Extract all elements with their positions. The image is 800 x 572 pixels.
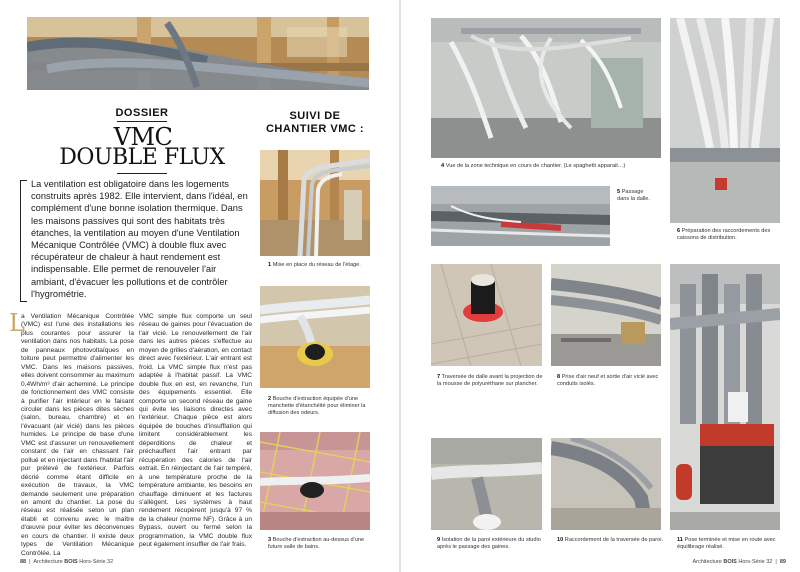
caption-2-num: 2 — [268, 396, 272, 402]
side-heading-line1: SUIVI DE — [289, 110, 341, 122]
caption-1 — [268, 262, 372, 269]
caption-9-text: Isolation de la paroi extérieure du studio après le passage des gaines. — [437, 537, 541, 550]
caption-5 — [617, 189, 657, 203]
photo-6-distribution-boxes — [670, 18, 780, 223]
left-page-footer: 88 | Architecture BOIS Hors-Série 32 — [20, 559, 114, 565]
caption-4-num: 4 — [441, 163, 445, 169]
photo-2-extraction-outlet — [260, 286, 370, 388]
caption-5-text: Passage dans la dalle. — [617, 189, 650, 202]
left-footer-issue: Hors-Série 32 — [79, 559, 114, 565]
caption-11 — [677, 537, 783, 551]
article-title-line2: DOUBLE FLUX — [59, 145, 225, 170]
photo-1-upper-floor-network — [260, 150, 370, 256]
right-footer-mag: Architecture — [692, 559, 722, 565]
photo-10-wall-crossing — [551, 438, 661, 530]
caption-4 — [441, 163, 661, 170]
caption-2 — [268, 396, 372, 416]
right-footer-brand: BOIS — [723, 559, 737, 565]
photo-3-bathroom-outlet — [260, 432, 370, 530]
photo-5-slab-passage — [431, 186, 610, 246]
caption-6 — [677, 228, 783, 242]
caption-8-text: Prise d'air neuf et sortie d'air vicié avec conduits isolés. — [557, 374, 659, 387]
caption-3-num: 3 — [268, 537, 272, 543]
lead-bracket — [20, 180, 27, 302]
caption-11-text: Pose terminée et mise en route avec équilibrage réalisé. — [677, 537, 776, 550]
dossier-kicker: DOSSIER — [115, 107, 169, 119]
right-page-number: 89 — [779, 559, 786, 565]
title-rule-top — [117, 121, 167, 122]
caption-4-text: Vue de la zone technique en cours de chantier. (Le spaghetti apparait…) — [445, 163, 626, 169]
caption-10-num: 10 — [557, 537, 564, 543]
lead-paragraph: La ventilation est obligatoire dans les logements construits après 1982. Elle intervient, dans l'idéal, en complément d'une bonne isolation thermique. Dans les maisons passives qui sont des habitats très étanches, la ventilation au moyen d'une Ventilation Mécanique Contrôlée (VMC) à double flux avec récupérateur de chaleur à haut rendement est indispensable. Elle permet de renouveler l'air ambiant, d'évacuer les pollutions et de contrôler l'hygrométrie. — [31, 179, 248, 299]
photo-8-air-intake — [551, 264, 661, 366]
caption-3-text: Bouche d'extraction au-dessus d'une future salle de bains. — [268, 537, 365, 550]
photo-11-finished-unit — [670, 264, 780, 530]
dropcap: L — [9, 309, 25, 337]
header-photo-roof-ducts — [27, 17, 369, 90]
caption-10-text: Raccordement de la traversée de paroi. — [564, 537, 664, 543]
caption-9-num: 9 — [437, 537, 441, 543]
right-footer-issue: Hors-Série 32 — [738, 559, 773, 565]
right-page-footer: Architecture BOIS Hors-Série 32 | 89 — [692, 559, 786, 565]
caption-10 — [557, 537, 665, 544]
page-gutter — [399, 0, 401, 572]
caption-9 — [437, 537, 545, 551]
caption-2-text: Bouche d'extraction équipée d'une manchette d'étanchéité pour éliminer la diffusion des odeurs. — [268, 396, 366, 416]
caption-11-num: 11 — [677, 537, 683, 543]
body-column-2: VMC simple flux comporte un seul réseau de gaines pour l'évacuation de l'air vicié. Le renouvellement de l'air dans les autres pièces s'effectue au moyen de grilles d'aération, en contact direct avec l'extérieur. L'air entrant est froid. La VMC simple flux n'est pas adaptée à l'habitat passif. La VMC double flux en est, en revanche, l'un des équipements essentiel. Elle comporte un second réseau de gaine qui évite les liaisons directes avec l'extérieur. Chaque pièce est alors équipée de bouches d'insufflation qui limitent considérablement les déperditions de chaleur et préchauffent l'air entrant par récupération des calories de l'air extrait. En réinjectant de l'air tempéré, à une température proche de la température ambiante, les besoins en chauffage diminuent et les factures s'allègent. Les systèmes à haut rendement récupèrent jusqu'à 97 % de la chaleur (norme NF). Grâce à un Bypass, ouvert ou fermé selon la programmation, la VMC double flux peut également insuffler de l'air frais. — [139, 313, 252, 549]
left-page-number: 88 — [20, 559, 27, 565]
caption-6-text: Préparation des raccordements des caissons de distribution. — [677, 228, 771, 241]
caption-1-text: Mise en place du réseau de l'étage. — [272, 262, 361, 268]
article-title-line1: VMC — [113, 123, 173, 151]
side-heading-line2: CHANTIER VMC : — [265, 123, 365, 135]
body-column-1-text: a Ventilation Mécanique Contrôlée (VMC) est l'une des installations les plus courantes pour assurer la ventilation dans nos habitats. La pose de panneaux photovoltaïques en toiture peut permettre d'alimenter les VMC. Dans les maisons passives, elles doivent consommer au maximum 0,4Wh/m³ d'air acheminé. Le principe de fonctionnement des VMC consiste à purifier l'air intérieur en le faisant circuler dans les pièces dites sèches (salon, bureau, chambre) et en l'évacuant (air vicié) dans les pièces humides. Le principe de base d'une VMC est d'assurer un renouvellement constant de l'air en chassant l'air pollué et en injectant dans l'habitat l'air pur prélevé de l'extérieur. Parfois décrié comme étant difficile en exécution de travaux, la VMC demande seulement une préparation en amont du chantier. La pose du réseau est réalisée selon un plan établi et convenu avec le maître d'œuvre pour éviter les déconvenues en cours de chantier. Il existe deux types de Ventilation Mécanique Contrôlée. La — [21, 313, 134, 557]
left-footer-mag: Architecture — [33, 559, 63, 565]
title-rule-bottom — [117, 173, 167, 174]
caption-1-num: 1 — [268, 262, 272, 268]
caption-3 — [268, 537, 372, 551]
body-column-1 — [21, 313, 134, 558]
caption-7-text: Traversée de dalle avant la projection de la mousse de polyuréthane sur plancher. — [437, 374, 543, 387]
caption-5-num: 5 — [617, 189, 621, 195]
photo-7-slab-crossing — [431, 264, 542, 366]
caption-8-num: 8 — [557, 374, 561, 380]
caption-8 — [557, 374, 665, 388]
left-footer-brand: BOIS — [64, 559, 78, 565]
caption-6-num: 6 — [677, 228, 681, 234]
photo-4-technical-zone — [431, 18, 661, 158]
photo-9-wall-insulation — [431, 438, 542, 530]
caption-7 — [437, 374, 545, 388]
caption-7-num: 7 — [437, 374, 441, 380]
